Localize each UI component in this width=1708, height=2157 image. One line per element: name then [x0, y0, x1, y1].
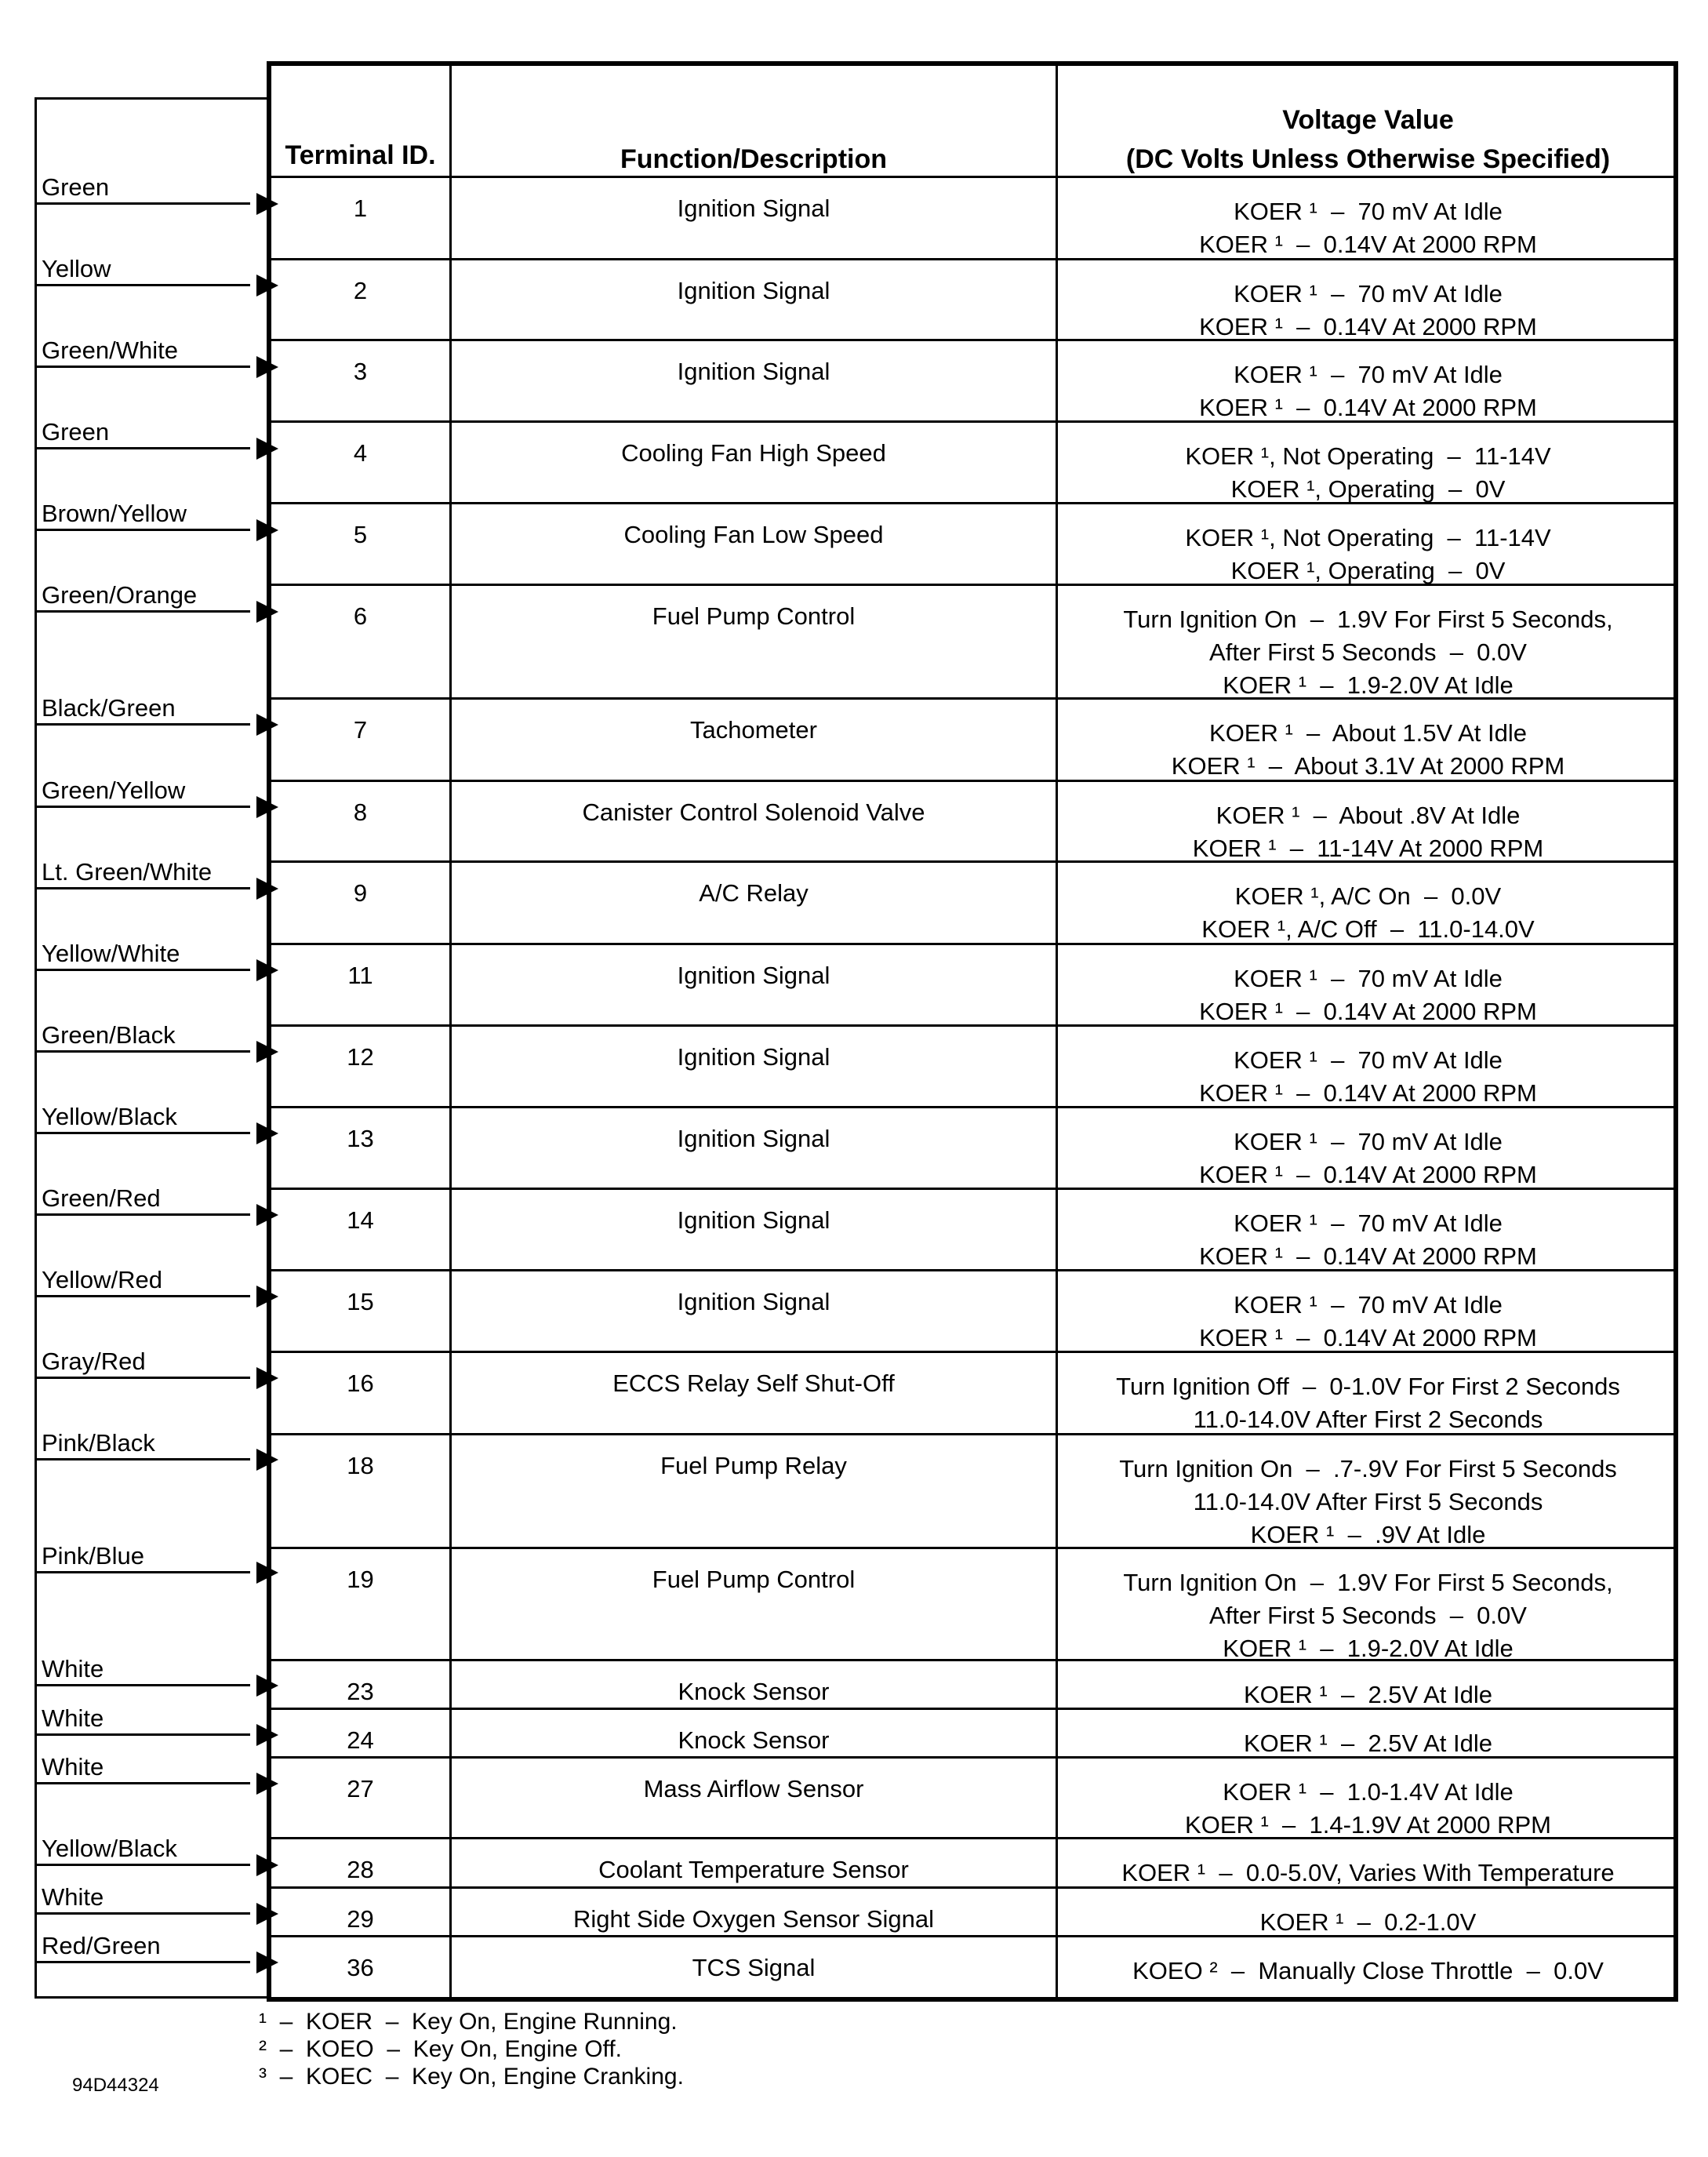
wire-line — [37, 1782, 250, 1784]
function-cell: Ignition Signal — [677, 1288, 830, 1315]
wire-line — [37, 1213, 250, 1216]
wire-lead — [37, 1835, 272, 1866]
wire-lead — [37, 1932, 272, 1963]
voltage-line: KOER ¹ – 0.0-5.0V, Varies With Temperature — [1121, 1859, 1615, 1886]
voltage-line: KOER ¹ – 70 mV At Idle — [1234, 1291, 1503, 1319]
wire-color-label: Gray/Red — [42, 1348, 146, 1375]
table-row — [271, 780, 1673, 860]
wire-lead — [37, 858, 272, 889]
function-cell: TCS Signal — [692, 1954, 816, 1981]
table-row — [271, 1756, 1673, 1837]
voltage-line: KOER ¹ – 0.2-1.0V — [1259, 1908, 1477, 1936]
voltage-cell — [1058, 1889, 1678, 1935]
voltage-line: KOER ¹ – About 1.5V At Idle — [1209, 719, 1527, 747]
table-row — [271, 1106, 1673, 1188]
table-row — [271, 860, 1673, 943]
voltage-line: KOER ¹ – 0.14V At 2000 RPM — [1199, 394, 1537, 421]
voltage-line: KOER ¹ – 0.14V At 2000 RPM — [1199, 1324, 1537, 1351]
voltage-line: KOER ¹ – 70 mV At Idle — [1234, 1128, 1503, 1155]
wire-color-label: White — [42, 1655, 104, 1682]
function-cell: Right Side Oxygen Sensor Signal — [572, 1905, 935, 1933]
voltage-line: KOER ¹ – 2.5V At Idle — [1243, 1681, 1493, 1708]
figure-id: 94D44324 — [72, 2075, 159, 2096]
terminal-id-cell: 29 — [347, 1905, 374, 1933]
wire-line — [37, 202, 250, 205]
voltage-line: After First 5 Seconds – 0.0V — [1209, 638, 1527, 666]
wire-line — [37, 1295, 250, 1297]
wire-lead — [37, 1429, 272, 1460]
voltage-line: KOER ¹ – 11-14V At 2000 RPM — [1192, 835, 1544, 862]
voltage-cell — [1058, 1710, 1678, 1756]
voltage-cell — [1058, 1271, 1678, 1351]
voltage-cell — [1058, 260, 1678, 339]
terminal-id-cell: 27 — [347, 1775, 374, 1802]
voltage-cell — [1058, 1937, 1678, 1997]
table-row — [271, 1659, 1673, 1708]
wire-line — [37, 806, 250, 808]
function-cell: Ignition Signal — [677, 1206, 830, 1234]
footnote: ³ – KOEC – Key On, Engine Cranking. — [259, 2064, 684, 2090]
function-cell: A/C Relay — [699, 879, 809, 907]
voltage-cell — [1058, 700, 1678, 780]
wire-color-label: Yellow/White — [42, 940, 180, 967]
voltage-line: KOER ¹ – About 3.1V At 2000 RPM — [1171, 752, 1565, 780]
function-cell: Ignition Signal — [677, 358, 830, 385]
function-cell: Mass Airflow Sensor — [643, 1775, 864, 1802]
voltage-line: KOER ¹ – 1.0-1.4V At Idle — [1223, 1778, 1514, 1806]
voltage-line: KOER ¹ – .9V At Idle — [1250, 1521, 1486, 1548]
voltage-cell — [1058, 1435, 1678, 1547]
voltage-line: 11.0-14.0V After First 2 Seconds — [1193, 1406, 1543, 1433]
function-cell: Tachometer — [690, 716, 817, 744]
voltage-cell — [1058, 863, 1678, 943]
function-cell: Ignition Signal — [677, 195, 830, 222]
voltage-line: KOER ¹ – 70 mV At Idle — [1234, 965, 1503, 992]
function-cell: Fuel Pump Relay — [660, 1452, 847, 1479]
table-row — [271, 1188, 1673, 1269]
wire-color-label: Pink/Black — [42, 1429, 155, 1457]
voltage-line: KOER ¹ – 0.14V At 2000 RPM — [1199, 998, 1537, 1025]
voltage-cell — [1058, 1661, 1678, 1708]
wire-color-label: White — [42, 1883, 104, 1911]
terminal-id-cell: 4 — [353, 439, 368, 467]
wire-color-label: Pink/Blue — [42, 1542, 144, 1570]
voltage-cell — [1058, 782, 1678, 860]
terminal-id-cell: 13 — [347, 1125, 374, 1152]
voltage-line: KOER ¹ – 70 mV At Idle — [1234, 361, 1503, 388]
terminal-table — [267, 61, 1678, 2002]
wire-lead — [37, 1348, 272, 1379]
function-cell: Ignition Signal — [677, 1043, 830, 1071]
wire-color-label: Yellow — [42, 255, 111, 282]
wire-lead — [37, 777, 272, 808]
voltage-line: KOER ¹ – 70 mV At Idle — [1234, 198, 1503, 225]
wire-lead — [37, 1266, 272, 1297]
voltage-line: Turn Ignition On – 1.9V For First 5 Seconds, — [1123, 606, 1613, 633]
wire-line — [37, 1377, 250, 1379]
wire-line — [37, 1733, 250, 1736]
wire-line — [37, 1961, 250, 1963]
terminal-id-cell: 28 — [347, 1856, 374, 1883]
wire-lead — [37, 173, 272, 205]
wire-lead — [37, 1103, 272, 1134]
wire-lead — [37, 1753, 272, 1784]
terminal-id-cell: 7 — [353, 716, 368, 744]
terminal-id-cell: 9 — [353, 879, 368, 907]
header-voltage-subtitle: (DC Volts Unless Otherwise Specified) — [1125, 144, 1611, 174]
table-row — [271, 502, 1673, 584]
voltage-cell — [1058, 341, 1678, 420]
terminal-id-cell: 6 — [353, 602, 368, 630]
wire-color-label: Green/Black — [42, 1021, 176, 1049]
wire-color-label: Green/White — [42, 336, 179, 364]
wire-color-label: Green/Yellow — [42, 777, 186, 804]
voltage-line: KOER ¹ – 0.14V At 2000 RPM — [1199, 231, 1537, 258]
table-row — [271, 1433, 1673, 1547]
wire-lead — [37, 1021, 272, 1053]
wire-lead — [37, 336, 272, 368]
terminal-id-cell: 2 — [353, 277, 368, 304]
function-cell: Cooling Fan High Speed — [621, 439, 886, 467]
wire-line — [37, 366, 250, 368]
terminal-id-cell: 1 — [353, 195, 368, 222]
terminal-id-cell: 23 — [347, 1678, 374, 1705]
wire-color-label: Black/Green — [42, 694, 176, 722]
voltage-cell — [1058, 423, 1678, 502]
wire-lead — [37, 1655, 272, 1686]
voltage-cell — [1058, 1839, 1678, 1886]
terminal-id-cell: 11 — [347, 962, 373, 989]
terminal-id-cell: 18 — [347, 1452, 374, 1479]
table-row — [271, 1708, 1673, 1756]
terminal-id-cell: 24 — [347, 1726, 374, 1754]
voltage-line: Turn Ignition On – 1.9V For First 5 Seconds, — [1123, 1569, 1613, 1596]
wire-line — [37, 1571, 250, 1573]
wire-line — [37, 610, 250, 613]
wire-color-label: White — [42, 1704, 104, 1732]
table-row — [271, 1837, 1673, 1886]
voltage-line: KOER ¹, A/C Off – 11.0-14.0V — [1201, 915, 1535, 943]
voltage-line: KOER ¹ – 1.4-1.9V At 2000 RPM — [1185, 1811, 1551, 1839]
voltage-line: 11.0-14.0V After First 5 Seconds — [1193, 1488, 1543, 1515]
function-cell: Canister Control Solenoid Valve — [582, 798, 925, 826]
terminal-id-cell: 16 — [347, 1369, 374, 1397]
wire-color-label: Yellow/Red — [42, 1266, 162, 1293]
terminal-id-cell: 3 — [353, 358, 368, 385]
table-row — [271, 1269, 1673, 1351]
function-cell: Knock Sensor — [678, 1678, 830, 1705]
table-row — [271, 339, 1673, 420]
terminal-id-cell: 36 — [347, 1954, 374, 1981]
wire-lead — [37, 1542, 272, 1573]
terminal-id-cell: 14 — [347, 1206, 374, 1234]
table-row — [271, 420, 1673, 502]
voltage-line: KOER ¹, Operating – 0V — [1230, 475, 1506, 503]
voltage-line: KOER ¹, Operating – 0V — [1230, 557, 1506, 584]
voltage-line: KOER ¹ – 70 mV At Idle — [1234, 1209, 1503, 1237]
header-voltage-title: Voltage Value — [1282, 105, 1454, 135]
voltage-cell — [1058, 1353, 1678, 1433]
voltage-cell — [1058, 178, 1678, 258]
voltage-line: KOER ¹ – 70 mV At Idle — [1234, 1046, 1503, 1074]
voltage-line: KOER ¹ – 2.5V At Idle — [1243, 1730, 1493, 1757]
wire-color-label: Yellow/Black — [42, 1103, 177, 1130]
voltage-line: KOER ¹, A/C On – 0.0V — [1234, 882, 1502, 910]
footnotes — [259, 2008, 684, 2090]
table-row — [271, 584, 1673, 697]
terminal-id-cell: 5 — [353, 521, 368, 548]
wire-line — [37, 1050, 250, 1053]
table-row — [271, 1351, 1673, 1433]
voltage-line: KOEO ² – Manually Close Throttle – 0.0V — [1132, 1957, 1604, 1984]
voltage-line: Turn Ignition Off – 0-1.0V For First 2 Seconds — [1116, 1373, 1620, 1400]
voltage-cell — [1058, 1027, 1678, 1106]
function-cell: Knock Sensor — [678, 1726, 830, 1754]
voltage-line: KOER ¹ – 1.9-2.0V At Idle — [1223, 671, 1514, 699]
wire-lead — [37, 940, 272, 971]
wire-lead — [37, 581, 272, 613]
wire-color-label: Brown/Yellow — [42, 500, 187, 527]
table-row — [271, 1935, 1673, 1997]
wire-lead — [37, 1883, 272, 1915]
voltage-cell — [1058, 586, 1678, 697]
wire-color-label: White — [42, 1753, 104, 1781]
table-row — [271, 1024, 1673, 1106]
wire-line — [37, 1864, 250, 1866]
wire-line — [37, 447, 250, 449]
wire-line — [37, 1458, 250, 1460]
voltage-cell — [1058, 1549, 1678, 1662]
wire-color-label: Yellow/Black — [42, 1835, 177, 1862]
voltage-line: KOER ¹ – About .8V At Idle — [1216, 802, 1521, 829]
wire-color-label: Green — [42, 418, 110, 446]
wire-lead — [37, 255, 272, 286]
terminal-id-cell: 19 — [347, 1566, 374, 1593]
header-terminal-id: Terminal ID. — [285, 140, 436, 170]
header-function: Function/Description — [620, 144, 887, 174]
table-row — [271, 1547, 1673, 1662]
table-row — [271, 697, 1673, 780]
function-cell: Ignition Signal — [677, 277, 830, 304]
function-cell: Coolant Temperature Sensor — [598, 1856, 909, 1883]
wire-color-label: Lt. Green/White — [42, 858, 213, 886]
voltage-line: KOER ¹, Not Operating – 11-14V — [1185, 442, 1551, 470]
voltage-line: KOER ¹, Not Operating – 11-14V — [1185, 524, 1551, 551]
terminal-id-cell: 8 — [353, 798, 368, 826]
footnote: ¹ – KOER – Key On, Engine Running. — [259, 2009, 678, 2035]
wire-color-label: Red/Green — [42, 1932, 161, 1959]
wire-line — [37, 1132, 250, 1134]
wire-line — [37, 1912, 250, 1915]
wire-line — [37, 723, 250, 726]
voltage-cell — [1058, 945, 1678, 1024]
function-cell: Fuel Pump Control — [652, 1566, 856, 1593]
voltage-line: KOER ¹ – 1.9-2.0V At Idle — [1223, 1635, 1514, 1662]
terminal-id-cell: 15 — [347, 1288, 374, 1315]
wire-lead — [37, 694, 272, 726]
wire-line — [37, 529, 250, 531]
wire-lead — [37, 1704, 272, 1736]
voltage-line: KOER ¹ – 0.14V At 2000 RPM — [1199, 1079, 1537, 1107]
wire-line — [37, 284, 250, 286]
function-cell: Fuel Pump Control — [652, 602, 856, 630]
footnote: ² – KOEO – Key On, Engine Off. — [259, 2036, 622, 2062]
table-row — [271, 258, 1673, 339]
wire-lead — [37, 500, 272, 531]
voltage-cell — [1058, 1108, 1678, 1188]
table-row — [271, 176, 1673, 258]
table-row — [271, 1886, 1673, 1935]
voltage-cell — [1058, 504, 1678, 584]
wire-color-label: Green — [42, 173, 110, 201]
terminal-id-cell: 12 — [347, 1043, 374, 1071]
voltage-cell — [1058, 1190, 1678, 1269]
function-cell: ECCS Relay Self Shut-Off — [612, 1369, 895, 1397]
wire-color-label: Green/Red — [42, 1184, 161, 1212]
wire-line — [37, 969, 250, 971]
voltage-line: After First 5 Seconds – 0.0V — [1209, 1602, 1527, 1629]
wire-lead — [37, 1184, 272, 1216]
table-row — [271, 943, 1673, 1024]
wire-color-column — [35, 97, 270, 1999]
function-cell: Cooling Fan Low Speed — [623, 521, 884, 548]
voltage-line: KOER ¹ – 0.14V At 2000 RPM — [1199, 1161, 1537, 1188]
voltage-line: KOER ¹ – 70 mV At Idle — [1234, 280, 1503, 307]
function-cell: Ignition Signal — [677, 962, 830, 989]
voltage-line: KOER ¹ – 0.14V At 2000 RPM — [1199, 313, 1537, 340]
voltage-cell — [1058, 1759, 1678, 1837]
voltage-line: Turn Ignition On – .7-.9V For First 5 Seconds — [1119, 1455, 1617, 1482]
voltage-line: KOER ¹ – 0.14V At 2000 RPM — [1199, 1242, 1537, 1270]
wire-line — [37, 887, 250, 889]
wire-line — [37, 1684, 250, 1686]
wire-lead — [37, 418, 272, 449]
function-cell: Ignition Signal — [677, 1125, 830, 1152]
wire-color-label: Green/Orange — [42, 581, 198, 609]
